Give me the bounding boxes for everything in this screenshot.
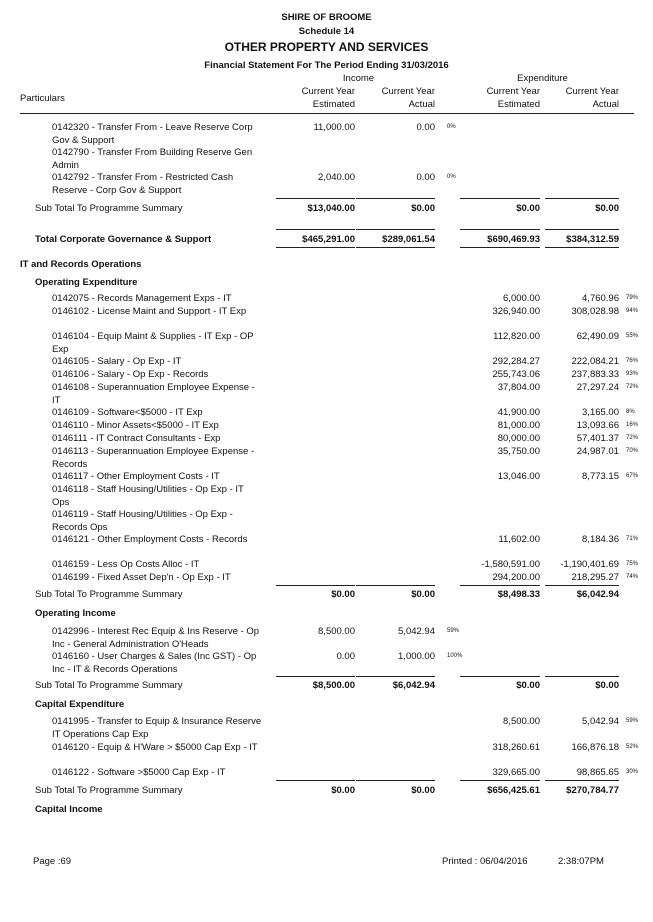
line-item: 0142075 - Records Management Exps - IT	[52, 293, 232, 304]
income-act-header-line2: Actual	[408, 99, 435, 110]
income-actual: 5,042.94	[398, 626, 435, 637]
expenditure-estimated: 112,820.00	[493, 331, 540, 342]
expenditure-estimated: 35,750.00	[497, 446, 540, 457]
rule	[276, 229, 355, 230]
income-act-header	[365, 85, 435, 111]
subtotal-exp-est: $0.00	[516, 680, 540, 691]
expenditure-est-header	[470, 85, 540, 111]
rule	[545, 585, 619, 586]
section-heading: IT and Records Operations	[20, 259, 142, 270]
expenditure-estimated: 8,500.00	[503, 716, 540, 727]
total-exp-act: $384,312.59	[566, 234, 619, 245]
line-item: 0146109 - Software<$5000 - IT Exp	[52, 407, 203, 418]
rule	[460, 198, 540, 199]
income-percent: 59%	[447, 628, 460, 634]
line-item: 0146199 - Fixed Asset Dep'n - Op Exp - IT	[52, 572, 231, 583]
rule	[356, 198, 435, 199]
subtotal-label: Sub Total To Programme Summary	[35, 680, 183, 691]
subtotal-income-est: $8,500.00	[312, 680, 355, 691]
rule	[545, 229, 619, 230]
rule	[276, 780, 355, 781]
expenditure-estimated: 326,940.00	[492, 306, 540, 317]
expenditure-percent: 52%	[626, 744, 639, 750]
total-exp-est: $690,469.93	[487, 234, 540, 245]
group-heading-op-inc: Operating Income	[35, 608, 116, 619]
income-estimated: 0.00	[336, 651, 355, 662]
expenditure-percent: 75%	[626, 561, 639, 567]
line-item: 0146102 - License Maint and Support - IT Exp	[52, 306, 247, 317]
income-percent: 0%	[447, 174, 456, 180]
expenditure-actual: 5,042.94	[582, 716, 619, 727]
expenditure-estimated: 13,046.00	[497, 471, 540, 482]
expenditure-actual: 3,165.00	[582, 407, 619, 418]
rule	[545, 198, 619, 199]
line-item: 0146105 - Salary - Op Exp - IT	[52, 356, 182, 367]
rule	[356, 585, 435, 586]
expenditure-percent: 93%	[626, 371, 639, 377]
expenditure-estimated: 292,284.27	[492, 356, 540, 367]
expenditure-percent: 79%	[626, 295, 639, 301]
expenditure-actual: 13,093.66	[576, 420, 619, 431]
line-item: 0146108 - Superannuation Employee Expense - IT	[52, 382, 255, 406]
rule	[276, 247, 355, 248]
subtotal-exp-act: $0.00	[595, 203, 619, 214]
line-item: 0146159 - Less Op Costs Alloc - IT	[52, 559, 200, 570]
expenditure-estimated: 80,000.00	[497, 433, 540, 444]
expenditure-actual: 62,490.09	[576, 331, 619, 342]
printed-date: Printed : 06/04/2016	[442, 856, 528, 867]
expenditure-actual: 24,987.01	[576, 446, 619, 457]
printed-time: 2:38:07PM	[558, 856, 604, 867]
line-item: 0142792 - Transfer From - Restricted Cash Reserve - Corp Gov & Support	[52, 172, 234, 196]
subtotal-label: Sub Total To Programme Summary	[35, 203, 183, 214]
expenditure-percent: 74%	[626, 574, 639, 580]
expenditure-estimated: -1,580,591.00	[481, 559, 540, 570]
income-actual: 0.00	[416, 172, 435, 183]
subtotal-income-act: $0.00	[411, 589, 435, 600]
rule	[460, 229, 540, 230]
income-percent: 100%	[447, 653, 463, 659]
group-heading-cap-inc: Capital Income	[35, 804, 103, 815]
rule	[460, 585, 540, 586]
expenditure-estimated: 11,602.00	[498, 534, 540, 545]
expenditure-actual: 237,883.33	[571, 369, 619, 380]
income-percent: 0%	[447, 124, 456, 130]
expenditure-actual: 8,773.15	[582, 471, 619, 482]
expenditure-estimated: 318,260.61	[492, 742, 540, 753]
expenditure-actual: 166,876.18	[571, 742, 619, 753]
line-item: 0146118 - Staff Housing/Utilities - Op Exp - IT Ops	[52, 484, 244, 508]
expenditure-est-header-line1: Current Year	[486, 86, 540, 97]
subtotal-label: Sub Total To Programme Summary	[35, 589, 183, 600]
line-item: 0142996 - Interest Rec Equip & Ins Reserve - Op Inc - General Administration O'Heads	[52, 626, 259, 650]
expenditure-estimated: 41,900.00	[497, 407, 540, 418]
rule	[460, 676, 540, 677]
line-item: 0142320 - Transfer From - Leave Reserve Corp Gov & Support	[52, 122, 253, 146]
expenditure-actual: -1,190,401.69	[560, 559, 619, 570]
expenditure-estimated: 37,804.00	[497, 382, 540, 393]
expenditure-percent: 76%	[626, 358, 639, 364]
rule	[276, 198, 355, 199]
income-estimated: 11,000.00	[313, 122, 355, 133]
expenditure-estimated: 294,200.00	[492, 572, 540, 583]
rule	[276, 676, 355, 677]
rule	[356, 676, 435, 677]
page-title: OTHER PROPERTY AND SERVICES	[224, 40, 429, 54]
expenditure-actual: 8,184.36	[582, 534, 619, 545]
income-act-header-line1: Current Year	[381, 86, 435, 97]
subtotal-exp-est: $656,425.61	[487, 785, 540, 796]
expenditure-percent: 72%	[626, 384, 639, 390]
expenditure-percent: 55%	[626, 333, 639, 339]
subtotal-exp-act: $0.00	[595, 680, 619, 691]
expenditure-actual: 222,084.21	[571, 356, 619, 367]
income-estimated: 2,040.00	[318, 172, 355, 183]
subtotal-income-act: $0.00	[411, 785, 435, 796]
expenditure-act-header	[549, 85, 619, 111]
page-subtitle: Financial Statement For The Period Ending 31/03/2016	[204, 60, 449, 71]
rule	[545, 247, 619, 248]
rule	[545, 780, 619, 781]
line-item: 0146111 - IT Contract Consultants - Exp	[52, 433, 221, 444]
rule	[276, 585, 355, 586]
line-item: 0146113 - Superannuation Employee Expense - Records	[52, 446, 255, 470]
line-item: 0146104 - Equip Maint & Supplies - IT Exp - OP Exp	[52, 331, 254, 355]
expenditure-percent: 59%	[626, 718, 639, 724]
rule	[460, 780, 540, 781]
income-est-header-line1: Current Year	[301, 86, 355, 97]
expenditure-actual: 98,865.65	[576, 767, 619, 778]
expenditure-percent: 70%	[626, 448, 639, 454]
subtotal-income-est: $0.00	[331, 785, 355, 796]
subtotal-income-act: $6,042.94	[392, 680, 435, 691]
rule	[356, 247, 435, 248]
line-item: 0146106 - Salary - Op Exp - Records	[52, 369, 209, 380]
expenditure-percent: 71%	[626, 536, 639, 542]
total-income-act: $289,061.54	[382, 234, 435, 245]
subtotal-exp-est: $0.00	[516, 203, 540, 214]
total-corporate-label: Total Corporate Governance & Support	[35, 234, 212, 245]
expenditure-actual: 4,760.96	[582, 293, 619, 304]
particulars-header: Particulars	[20, 93, 65, 104]
subtotal-label: Sub Total To Programme Summary	[35, 785, 183, 796]
expenditure-estimated: 329,665.00	[492, 767, 540, 778]
subtotal-income-act: $0.00	[411, 203, 435, 214]
line-item: 0146119 - Staff Housing/Utilities - Op Exp - Records Ops	[52, 509, 233, 533]
expenditure-percent: 30%	[626, 769, 639, 775]
expenditure-header: Expenditure	[517, 73, 568, 84]
subtotal-exp-act: $270,784.77	[566, 785, 619, 796]
rule	[460, 247, 540, 248]
group-heading-op-exp: Operating Expenditure	[35, 277, 138, 288]
expenditure-percent: 8%	[626, 409, 635, 415]
expenditure-actual: 218,295.27	[571, 572, 619, 583]
line-item: 0141995 - Transfer to Equip & Insurance Reserve IT Operations Cap Exp	[52, 716, 262, 740]
expenditure-actual: 27,297.24	[576, 382, 619, 393]
income-est-header-line2: Estimated	[312, 99, 355, 110]
rule	[356, 780, 435, 781]
line-item: 0146160 - User Charges & Sales (Inc GST) - Op Inc - IT & Records Operations	[52, 651, 257, 675]
expenditure-est-header-line2: Estimated	[497, 99, 540, 110]
line-item: 0146110 - Minor Assets<$5000 - IT Exp	[52, 420, 219, 431]
expenditure-act-header-line2: Actual	[592, 99, 619, 110]
group-heading-cap-exp: Capital Expenditure	[35, 699, 125, 710]
organisation-name: SHIRE OF BROOME	[281, 12, 372, 23]
line-item: 0146122 - Software >$5000 Cap Exp - IT	[52, 767, 226, 778]
line-item: 0146117 - Other Employment Costs - IT	[52, 471, 220, 482]
header-rule	[20, 113, 634, 114]
subtotal-income-est: $13,040.00	[307, 203, 355, 214]
page-number: Page :69	[33, 856, 72, 867]
income-estimated: 8,500.00	[318, 626, 355, 637]
expenditure-estimated: 255,743.06	[492, 369, 540, 380]
subtotal-exp-act: $6,042.94	[576, 589, 619, 600]
expenditure-estimated: 6,000.00	[503, 293, 540, 304]
subtotal-income-est: $0.00	[331, 589, 355, 600]
expenditure-percent: 67%	[626, 473, 639, 479]
income-actual: 1,000.00	[398, 651, 435, 662]
income-header: Income	[342, 73, 375, 84]
expenditure-percent: 16%	[626, 422, 639, 428]
total-income-est: $465,291.00	[302, 234, 355, 245]
income-est-header	[285, 85, 355, 111]
income-actual: 0.00	[416, 122, 435, 133]
expenditure-percent: 72%	[626, 435, 639, 441]
expenditure-actual: 308,028.98	[571, 306, 619, 317]
schedule-label: Schedule 14	[298, 26, 355, 37]
line-item: 0146121 - Other Employment Costs - Records	[52, 534, 248, 545]
expenditure-actual: 57,401.37	[576, 433, 619, 444]
expenditure-percent: 94%	[626, 308, 639, 314]
line-item: 0142790 - Transfer From Building Reserve Gen Admin	[52, 147, 253, 171]
expenditure-estimated: 81,000.00	[497, 420, 540, 431]
rule	[356, 229, 435, 230]
rule	[545, 676, 619, 677]
subtotal-exp-est: $8,498.33	[497, 589, 540, 600]
expenditure-act-header-line1: Current Year	[565, 86, 619, 97]
line-item: 0146120 - Equip & H'Ware > $5000 Cap Exp - IT	[52, 742, 258, 753]
